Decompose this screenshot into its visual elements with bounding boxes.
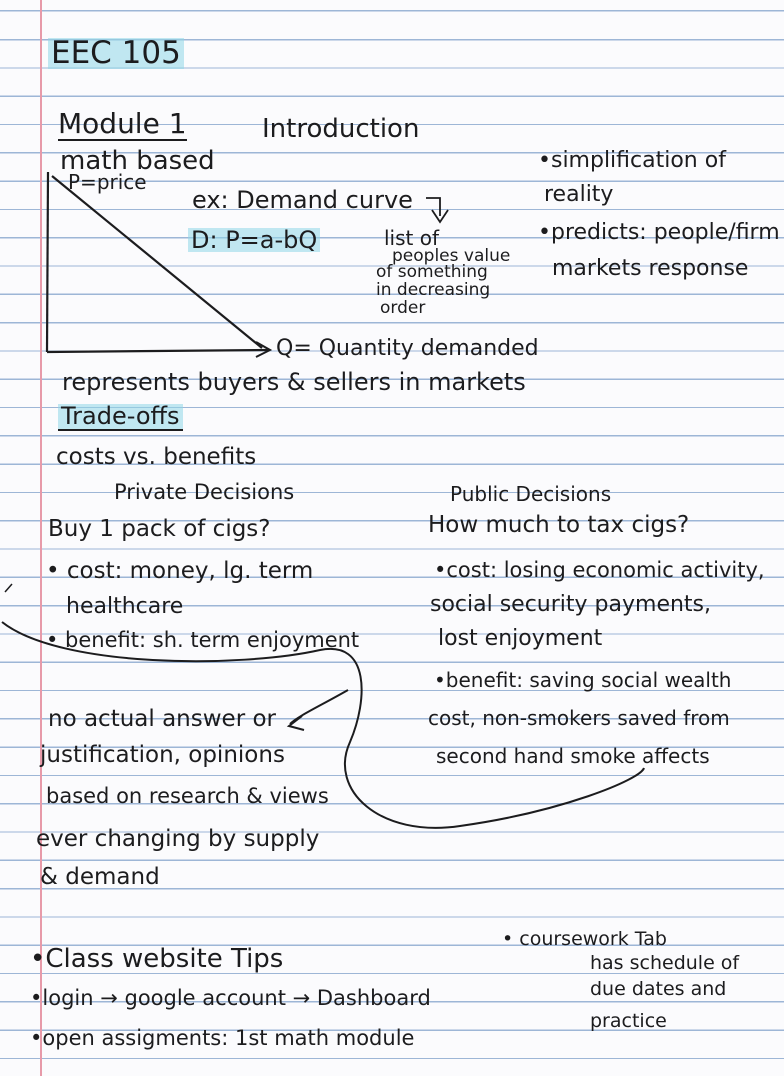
demand-graph-y-axis: [47, 172, 48, 352]
private-decisions-heading: Private Decisions: [114, 480, 295, 504]
y-axis-label: P=price: [68, 170, 147, 194]
coursework-note-4: practice: [590, 1010, 667, 1032]
definition-line-1: list of: [384, 226, 440, 250]
demand-curve-example: ex: Demand curve: [192, 186, 413, 214]
public-line-7: second hand smoke affects: [436, 744, 710, 768]
small-check-mark: [5, 584, 12, 592]
website-tips-heading: •Class website Tips: [30, 944, 284, 974]
demand-graph-x-axis: [47, 350, 268, 352]
definition-line-3: of something: [376, 262, 488, 282]
opinion-line-2: justification, opinions: [40, 742, 285, 768]
course-title: EEC 105: [48, 38, 184, 69]
public-decisions-heading: Public Decisions: [450, 482, 612, 506]
private-line-2: • cost: money, lg. term: [46, 558, 314, 584]
opinion-line-5: & demand: [40, 864, 160, 890]
tradeoffs-subtitle: costs vs. benefits: [56, 444, 257, 470]
demand-formula: D: P=a-bQ: [188, 228, 320, 252]
definition-line-5: order: [380, 298, 426, 318]
bracket-arrow: [426, 198, 448, 222]
private-line-4: • benefit: sh. term enjoyment: [46, 628, 360, 652]
definition-line-2: peoples value: [392, 246, 511, 266]
opinion-line-4: ever changing by supply: [36, 826, 320, 852]
opinion-line-3: based on research & views: [46, 784, 329, 808]
public-line-5: •benefit: saving social wealth: [434, 668, 732, 692]
public-line-4: lost enjoyment: [438, 626, 603, 651]
pointer-arrow: [289, 690, 348, 730]
public-line-1: How much to tax cigs?: [428, 512, 690, 538]
tradeoffs-title: Trade-offs: [58, 404, 183, 431]
private-line-3: healthcare: [66, 594, 184, 619]
public-line-2: •cost: losing economic activity,: [434, 558, 765, 582]
website-tip-assignments: •open assigments: 1st math module: [30, 1026, 415, 1050]
opinion-line-1: no actual answer or: [48, 706, 277, 732]
model-note-1: •simplification of: [538, 148, 726, 173]
demand-summary: represents buyers & sellers in markets: [62, 368, 526, 396]
coursework-note-1: • coursework Tab: [502, 928, 667, 950]
public-line-3: social security payments,: [430, 592, 712, 617]
website-tip-login: •login → google account → Dashboard: [30, 986, 431, 1010]
module-topic: Introduction: [262, 114, 420, 144]
coursework-note-3: due dates and: [590, 978, 727, 1000]
public-line-6: cost, non-smokers saved from: [428, 706, 730, 730]
module-title: Module 1: [58, 107, 187, 140]
model-note-4: markets response: [552, 256, 749, 281]
model-note-3: •predicts: people/firm: [538, 220, 780, 245]
model-note-2: reality: [544, 182, 614, 207]
definition-line-4: in decreasing: [376, 280, 491, 300]
coursework-note-2: has schedule of: [590, 952, 740, 974]
private-line-1: Buy 1 pack of cigs?: [48, 516, 271, 542]
math-based-label: math based: [60, 146, 215, 176]
x-axis-label: Q= Quantity demanded: [276, 336, 539, 361]
